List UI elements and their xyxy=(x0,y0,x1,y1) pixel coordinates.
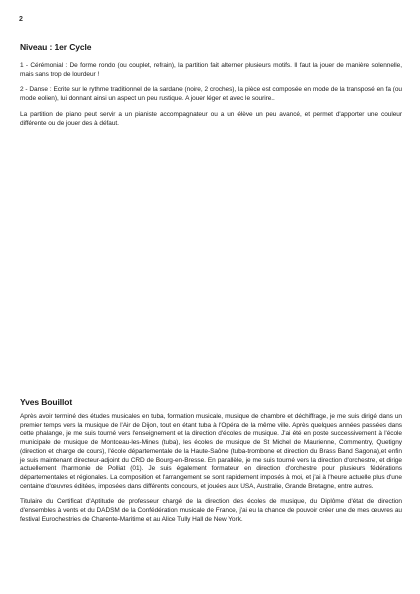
bio-section xyxy=(20,397,402,531)
level-section xyxy=(20,42,402,135)
level-paragraph-piano: La partition de piano peut servir a un pianiste accompagnateur ou a un élève un peu avancé, et permet d'apporter une couleur différente ou de jouer des à défaut. xyxy=(20,110,402,127)
bio-paragraph-diplomas: Titulaire du Certificat d'Aptitude de professeur chargé de la direction des écoles de musique, du Diplôme d'état de direction d'ensembles à vents et du DADSM de la Confédération musicale de France, j'ai eu la chance de pouvoir créer une de mes œuvres au festival Eurochestries de Charente-Maritime et au Alice Tully Hall de New York. xyxy=(20,498,402,523)
level-paragraph-danse: 2 - Danse : Ecrite sur le rythme traditionnel de la sardane (noire, 2 croches), la pièce est composée en mode de la transposé en fa (ou mode eolien), lui donnant ainsi un aspect un peu rustique. A jouer léger et avec le sourire.. xyxy=(20,86,402,103)
page-number: 2 xyxy=(19,16,23,23)
level-heading: Niveau : 1er Cycle xyxy=(20,42,92,52)
bio-heading: Yves Bouillot xyxy=(20,397,73,407)
level-paragraph-ceremonial: 1 - Cérémonial : De forme rondo (ou couplet, refrain), la partition fait alterner plusieurs motifs. Il faut la jouer de manière solennelle, mais sans trop de lourdeur ! xyxy=(20,62,402,78)
bio-paragraph-career: Après avoir terminé des études musicales en tuba, formation musicale, musique de chambre et déchiffrage, je me suis dirigé dans un premier temps vers la musique de l'Air de Dijon, tout en étant tuba à l'Opéra de la même ville. Après quelques années passées dans cette phalange, je me suis tourné vers l'enseignement et la direction d'écoles de musique. J'ai été en poste successivement à l'école municipale de musique de Montceau-les-Mines (tuba), les écoles de musique de St Michel de Maurienne, Commentry, Quetigny (direction et charge de cours), l'école départementale de la Haute-Saône (tuba-trombone et direction du Brass Band Sagona),et enfin je suis maintenant directeur-adjoint du CRD de Bourg-en-Bresse. En parallèle, je me suis tourné vers la direction d'orchestre, et dirige actuellement l'harmonie de Polliat (01). Je suis également formateur en direction d'orchestre pour plusieurs fédérations départementales et régionales. La composition et l'arrangement se sont rapidement imposés à moi, et j'ai à l'heure actuelle plus d'une centaine d'œuvres éditées, imposées dans différents concours, et jouées aux USA, Australie, Grande Bretagne, entre autres. xyxy=(20,413,402,490)
